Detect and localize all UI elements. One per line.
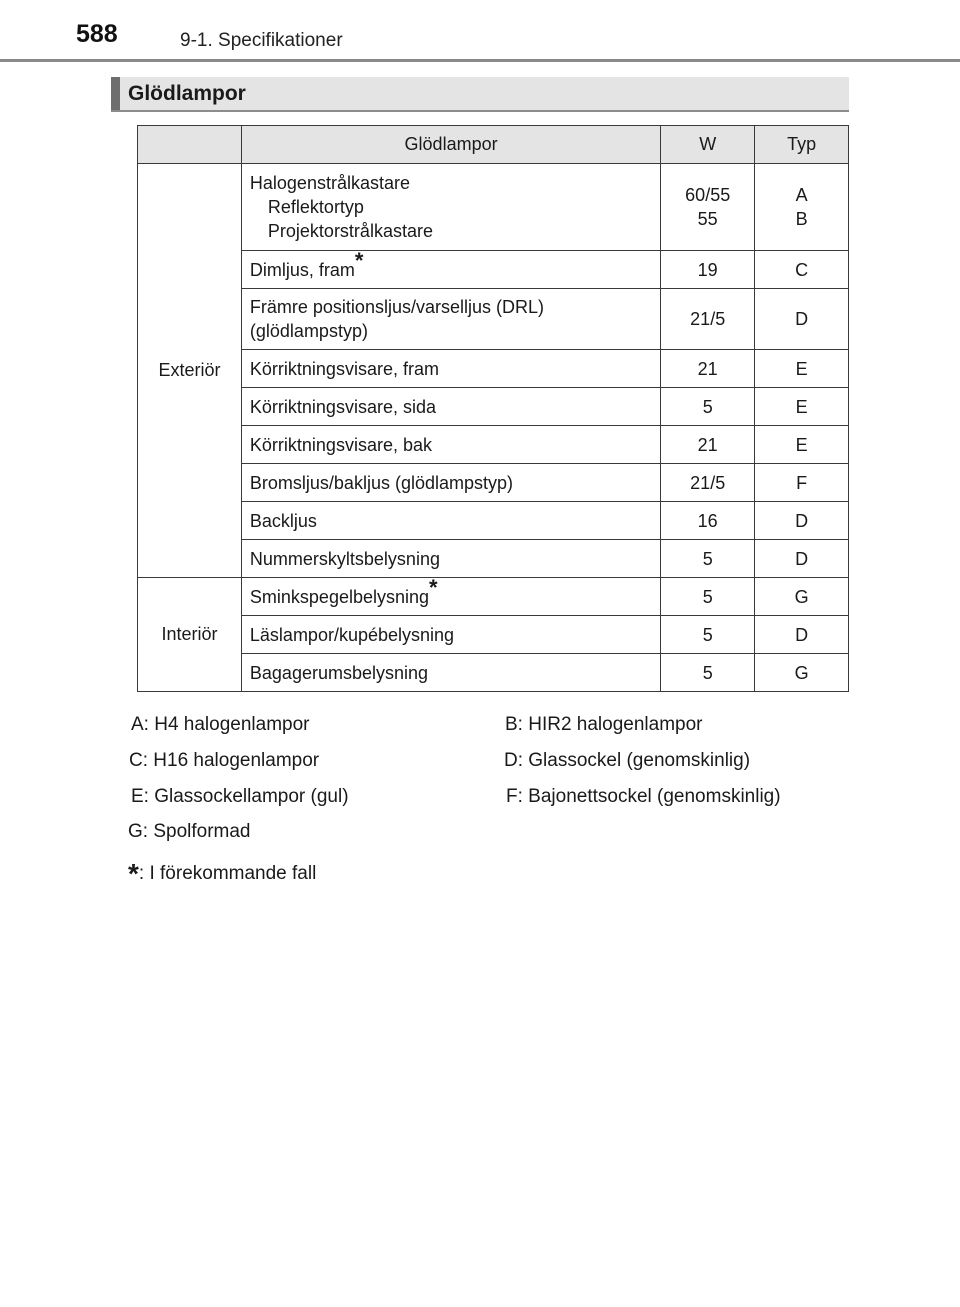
vanity-name: Sminkspegelbelysning — [249, 586, 430, 607]
type-value: G — [755, 654, 849, 692]
bulb-name: Körriktningsvisare, sida — [241, 388, 660, 426]
drl-name-line2: (glödlampstyp) — [249, 321, 368, 341]
bulb-name — [241, 289, 660, 350]
headlight-sub-reflector: Reflektortyp — [267, 197, 364, 217]
header-divider — [0, 59, 960, 62]
table-row — [138, 502, 849, 540]
watt-value: 55 — [697, 209, 718, 229]
type-value: C — [755, 251, 849, 289]
watt-value: 5 — [661, 578, 755, 616]
watt-value: 5 — [661, 388, 755, 426]
watt-value: 19 — [661, 251, 755, 289]
footnote-marker: * — [354, 247, 364, 273]
section-accent — [111, 77, 120, 110]
section-heading-bar — [111, 77, 849, 112]
watt-value: 21/5 — [661, 464, 755, 502]
legend-g: G: Spolformad — [128, 821, 251, 842]
footnote — [128, 854, 317, 889]
bulb-name: Bromsljus/bakljus (glödlampstyp) — [241, 464, 660, 502]
bulb-name: Körriktningsvisare, bak — [241, 426, 660, 464]
watt-value: 60/55 — [685, 185, 731, 205]
bulb-name: Läslampor/kupébelysning — [241, 616, 660, 654]
type-value: D — [755, 616, 849, 654]
watt-value: 21/5 — [661, 289, 755, 350]
footnote-star: * — [128, 858, 139, 889]
headlight-sub-projector: Projektorstrålkastare — [267, 221, 433, 241]
table-row — [138, 654, 849, 692]
headlight-name: Halogenstrålkastare — [249, 173, 410, 193]
type-value: F — [755, 464, 849, 502]
table-row — [138, 164, 849, 251]
type-value: E — [755, 426, 849, 464]
table-row — [138, 388, 849, 426]
legend-b: B: HIR2 halogenlampor — [505, 714, 703, 735]
page-number: 588 — [76, 20, 118, 48]
type-value: E — [755, 350, 849, 388]
category-exterior: Exteriör — [138, 164, 242, 578]
bulb-name: Bagagerumsbelysning — [241, 654, 660, 692]
footnote-marker: * — [429, 574, 438, 600]
header-watt: W — [661, 126, 755, 164]
category-interior: Interiör — [138, 578, 242, 692]
chapter-title: 9-1. Specifikationer — [180, 30, 343, 51]
legend-f: F: Bajonettsockel (genomskinlig) — [506, 786, 781, 807]
bulb-name — [241, 574, 660, 616]
drl-name-line1: Främre positionsljus/varselljus (DRL) — [249, 297, 544, 317]
table-row — [138, 578, 849, 616]
watt-value: 21 — [661, 426, 755, 464]
table-row — [138, 251, 849, 289]
header-blank — [138, 126, 242, 164]
watt-cell — [661, 164, 755, 251]
legend-e: E: Glassockellampor (gul) — [131, 786, 349, 807]
type-value: D — [755, 540, 849, 578]
bulb-name: Nummerskyltsbelysning — [241, 540, 660, 578]
table-row — [138, 350, 849, 388]
table-row — [138, 464, 849, 502]
footnote-text: : I förekommande fall — [138, 863, 317, 884]
header-bulbs: Glödlampor — [241, 126, 660, 164]
type-value: E — [755, 388, 849, 426]
type-value: D — [755, 289, 849, 350]
watt-value: 5 — [661, 654, 755, 692]
table-row — [138, 616, 849, 654]
watt-value: 16 — [661, 502, 755, 540]
table-row — [138, 540, 849, 578]
type-cell — [755, 164, 849, 251]
watt-value: 5 — [661, 616, 755, 654]
watt-value: 21 — [661, 350, 755, 388]
table-row — [138, 289, 849, 350]
section-title: Glödlampor — [128, 82, 246, 105]
bulb-name: Körriktningsvisare, fram — [241, 350, 660, 388]
fog-name: Dimljus, fram — [249, 259, 355, 280]
bulb-name — [241, 247, 660, 289]
type-value: G — [755, 578, 849, 616]
bulb-name: Backljus — [241, 502, 660, 540]
watt-value: 5 — [661, 540, 755, 578]
legend-d: D: Glassockel (genomskinlig) — [504, 750, 751, 771]
legend-a: A: H4 halogenlampor — [131, 714, 310, 735]
type-value: A — [795, 185, 808, 205]
type-value: D — [755, 502, 849, 540]
table-header-row — [138, 126, 849, 164]
table-row — [138, 426, 849, 464]
type-value: B — [795, 209, 808, 229]
legend-c: C: H16 halogenlampor — [129, 750, 320, 771]
header-type: Typ — [755, 126, 849, 164]
bulb-spec-table — [137, 125, 849, 692]
bulb-name — [241, 164, 660, 251]
